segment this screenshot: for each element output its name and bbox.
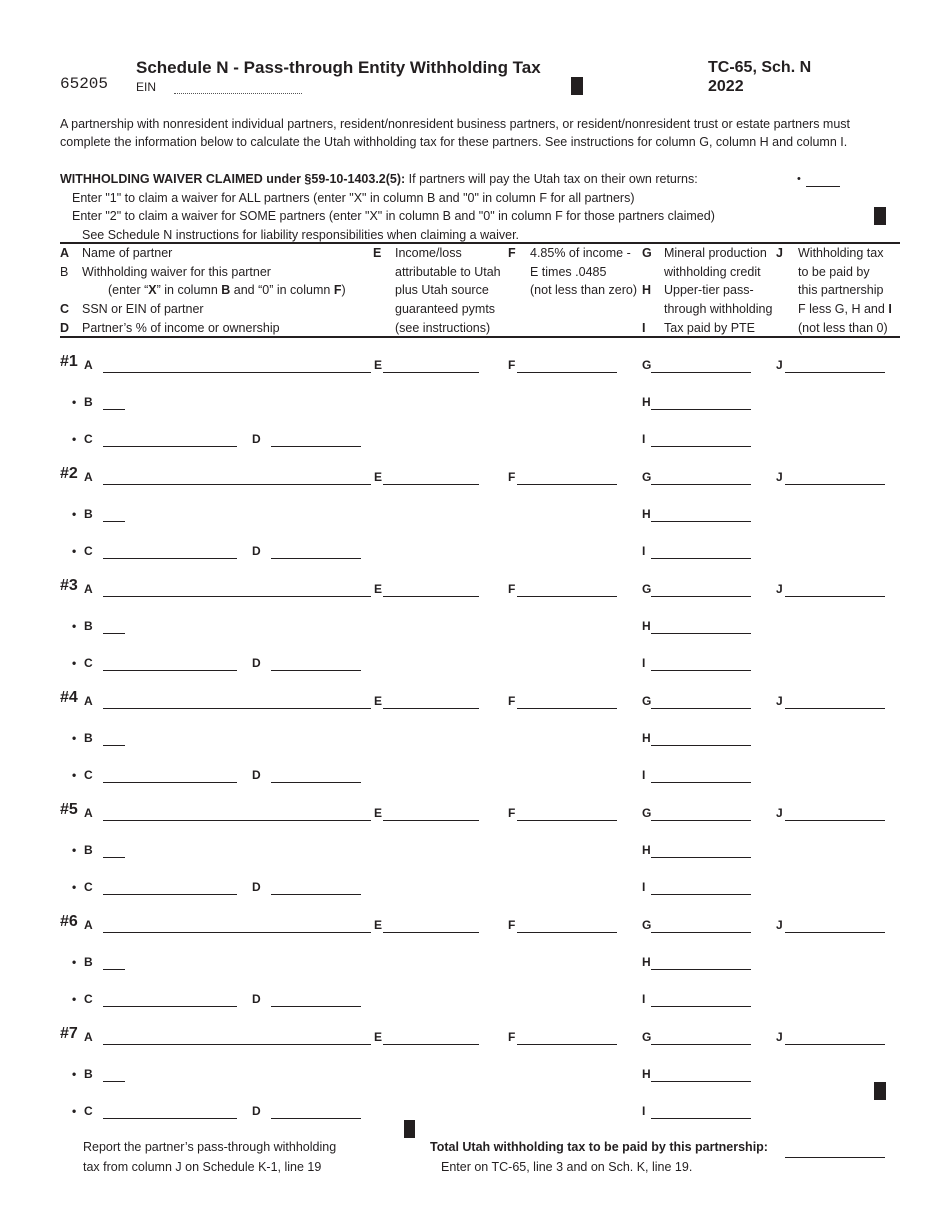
partner-1-h-letter: H [642, 395, 651, 409]
column-header-abcd [60, 244, 370, 338]
col-e-line: (see instructions) [395, 320, 491, 335]
partner-1-c-letter: C [84, 432, 93, 446]
scan-mark [874, 207, 886, 225]
partner-4-waiver-field[interactable] [103, 745, 125, 746]
partner-7-b-letter: B [84, 1067, 93, 1081]
col-j-line: this partnership [798, 283, 884, 298]
column-header-ghi [642, 244, 774, 338]
partner-6-c-letter: C [84, 992, 93, 1006]
partner-7-d-letter: D [252, 1104, 261, 1118]
col-e-line: attributable to Utah [395, 264, 501, 279]
partner-4-h-letter: H [642, 731, 651, 745]
partner-6-b-bullet: • [72, 955, 77, 969]
partner-2-a-letter: A [84, 470, 93, 484]
col-f-letter: F [508, 246, 516, 260]
col-b-text: Withholding waiver for this partner [82, 264, 271, 279]
partner-7-name-field[interactable] [103, 1044, 371, 1045]
partner-7-b-bullet: • [72, 1067, 77, 1081]
partner-7-i-letter: I [642, 1104, 646, 1118]
partner-1-tax-paid-field[interactable] [651, 446, 751, 447]
form-number: 65205 [60, 75, 109, 93]
col-h-line: through withholding [664, 302, 773, 317]
partner-2-waiver-field[interactable] [103, 521, 125, 522]
partner-1-ssn-field[interactable] [103, 446, 237, 447]
partner-7-ssn-field[interactable] [103, 1118, 237, 1119]
partner-5-e-letter: E [374, 806, 383, 820]
col-g-line: withholding credit [664, 264, 761, 279]
partner-2-income-field[interactable] [383, 484, 479, 485]
partner-5-percent-field[interactable] [271, 894, 361, 895]
partner-7-tax-field[interactable] [517, 1044, 617, 1045]
col-g-letter: G [642, 246, 652, 260]
partner-1-income-field[interactable] [383, 372, 479, 373]
partner-6-percent-field[interactable] [271, 1006, 361, 1007]
partner-6-d-letter: D [252, 992, 261, 1006]
partner-4-tax-field[interactable] [517, 708, 617, 709]
partner-2-name-field[interactable] [103, 484, 371, 485]
partner-5-d-letter: D [252, 880, 261, 894]
partner-3-d-letter: D [252, 656, 261, 670]
footer-note [83, 1137, 336, 1177]
partner-2-tax-field[interactable] [517, 484, 617, 485]
partner-3-f-letter: F [508, 582, 516, 596]
partner-2-j-letter: J [776, 470, 783, 484]
partner-3-i-letter: I [642, 656, 646, 670]
partner-7-percent-field[interactable] [271, 1118, 361, 1119]
partner-4-name-field[interactable] [103, 708, 371, 709]
partner-5-number: #5 [60, 801, 78, 818]
partner-6-upper-tier-field[interactable] [651, 969, 751, 970]
partner-2-g-letter: G [642, 470, 652, 484]
ein-field[interactable] [174, 93, 302, 94]
col-f-line: E times .0485 [530, 264, 607, 279]
col-b-text-2: (enter “X” in column B and “0” in column F) [108, 283, 346, 298]
partner-6-j-letter: J [776, 918, 783, 932]
partner-4-income-field[interactable] [383, 708, 479, 709]
partner-1-number: #1 [60, 353, 78, 370]
partner-6-mineral-credit-field[interactable] [651, 932, 751, 933]
col-c-letter: C [60, 302, 70, 317]
partner-7-number: #7 [60, 1025, 78, 1042]
partner-1-tax-field[interactable] [517, 372, 617, 373]
waiver-line-2: Enter "2" to claim a waiver for SOME partners (enter "X" in column B and "0" in column F for those partners claimed) [72, 209, 715, 223]
partner-2-i-letter: I [642, 544, 646, 558]
partner-2-b-letter: B [84, 507, 93, 521]
partner-1-b-letter: B [84, 395, 93, 409]
partner-6-g-letter: G [642, 918, 652, 932]
partner-3-g-letter: G [642, 582, 652, 596]
partner-5-c-bullet: • [72, 880, 77, 894]
partner-5-ssn-field[interactable] [103, 894, 237, 895]
partner-7-e-letter: E [374, 1030, 383, 1044]
partner-5-i-letter: I [642, 880, 646, 894]
partner-2-mineral-credit-field[interactable] [651, 484, 751, 485]
partner-2-upper-tier-field[interactable] [651, 521, 751, 522]
partner-3-waiver-field[interactable] [103, 633, 125, 634]
footer-note-line-1: Report the partner’s pass-through withholding [83, 1140, 337, 1154]
partner-5-j-letter: J [776, 806, 783, 820]
partner-4-b-bullet: • [72, 731, 77, 745]
partner-1-a-letter: A [84, 358, 93, 372]
partner-5-f-letter: F [508, 806, 516, 820]
partner-2-f-letter: F [508, 470, 516, 484]
partner-2-e-letter: E [374, 470, 383, 484]
partner-4-upper-tier-field[interactable] [651, 745, 751, 746]
partner-6-b-letter: B [84, 955, 93, 969]
partner-5-withholding-field[interactable] [785, 820, 885, 821]
partner-3-percent-field[interactable] [271, 670, 361, 671]
partner-1-d-letter: D [252, 432, 261, 446]
partner-7-g-letter: G [642, 1030, 652, 1044]
partner-1-upper-tier-field[interactable] [651, 409, 751, 410]
partner-3-e-letter: E [374, 582, 383, 596]
partner-6-income-field[interactable] [383, 932, 479, 933]
partner-2-b-bullet: • [72, 507, 77, 521]
partner-1-withholding-field[interactable] [785, 372, 885, 373]
partner-6-waiver-field[interactable] [103, 969, 125, 970]
partner-7-j-letter: J [776, 1030, 783, 1044]
col-j-line: (not less than 0) [798, 320, 888, 335]
partner-6-f-letter: F [508, 918, 516, 932]
partner-4-ssn-field[interactable] [103, 782, 237, 783]
col-d-letter: D [60, 320, 70, 335]
partner-6-tax-paid-field[interactable] [651, 1006, 751, 1007]
total-sub: Enter on TC-65, line 3 and on Sch. K, line 19. [441, 1160, 693, 1174]
partner-4-i-letter: I [642, 768, 646, 782]
partner-7-a-letter: A [84, 1030, 93, 1044]
partner-2-percent-field[interactable] [271, 558, 361, 559]
partner-7-c-bullet: • [72, 1104, 77, 1118]
partner-3-c-letter: C [84, 656, 93, 670]
partner-5-h-letter: H [642, 843, 651, 857]
col-c-text: SSN or EIN of partner [82, 302, 204, 317]
partner-5-tax-field[interactable] [517, 820, 617, 821]
page-title: Schedule N - Pass-through Entity Withholding Tax [136, 58, 541, 77]
partner-4-withholding-field[interactable] [785, 708, 885, 709]
partner-1-g-letter: G [642, 358, 652, 372]
partner-2-h-letter: H [642, 507, 651, 521]
col-e-line: guaranteed pymts [395, 302, 496, 317]
partner-2-c-bullet: • [72, 544, 77, 558]
partner-5-name-field[interactable] [103, 820, 371, 821]
partner-7-mineral-credit-field[interactable] [651, 1044, 751, 1045]
partner-3-h-letter: H [642, 619, 651, 633]
partner-1-waiver-field[interactable] [103, 409, 125, 410]
total-withholding-field[interactable] [785, 1157, 885, 1158]
partner-1-b-bullet: • [72, 395, 77, 409]
partner-5-b-bullet: • [72, 843, 77, 857]
partner-3-ssn-field[interactable] [103, 670, 237, 671]
col-f-line: 4.85% of income - [530, 246, 631, 260]
column-header-e [373, 244, 501, 338]
partner-3-number: #3 [60, 577, 78, 594]
partner-3-withholding-field[interactable] [785, 596, 885, 597]
partner-4-c-letter: C [84, 768, 93, 782]
col-e-line: plus Utah source [395, 283, 489, 298]
partner-2-tax-paid-field[interactable] [651, 558, 751, 559]
partner-6-a-letter: A [84, 918, 93, 932]
partner-4-e-letter: E [374, 694, 383, 708]
partner-1-e-letter: E [374, 358, 383, 372]
partner-1-mineral-credit-field[interactable] [651, 372, 751, 373]
partner-2-withholding-field[interactable] [785, 484, 885, 485]
partner-4-c-bullet: • [72, 768, 77, 782]
form-year: 2022 [708, 78, 744, 95]
partner-5-tax-paid-field[interactable] [651, 894, 751, 895]
partner-7-upper-tier-field[interactable] [651, 1081, 751, 1082]
scan-mark [874, 1082, 886, 1100]
partner-5-waiver-field[interactable] [103, 857, 125, 858]
partner-5-upper-tier-field[interactable] [651, 857, 751, 858]
partner-7-withholding-field[interactable] [785, 1044, 885, 1045]
partner-2-number: #2 [60, 465, 78, 482]
partner-3-c-bullet: • [72, 656, 77, 670]
partner-6-withholding-field[interactable] [785, 932, 885, 933]
col-i-line: Tax paid by PTE [664, 320, 756, 335]
partner-6-ssn-field[interactable] [103, 1006, 237, 1007]
partner-6-tax-field[interactable] [517, 932, 617, 933]
partner-4-d-letter: D [252, 768, 261, 782]
col-j-line: F less G, H and I [798, 302, 892, 317]
partner-3-b-bullet: • [72, 619, 77, 633]
partner-3-b-letter: B [84, 619, 93, 633]
partner-5-g-letter: G [642, 806, 652, 820]
col-h-letter: H [642, 283, 652, 297]
partner-5-income-field[interactable] [383, 820, 479, 821]
ein-label: EIN [136, 80, 157, 94]
col-h-line: Upper-tier pass- [664, 283, 754, 298]
col-j-line: to be paid by [798, 264, 870, 279]
partner-5-a-letter: A [84, 806, 93, 820]
waiver-heading-rest: If partners will pay the Utah tax on their own returns: [405, 172, 698, 186]
form-id [708, 58, 811, 96]
partner-7-h-letter: H [642, 1067, 651, 1081]
partner-1-f-letter: F [508, 358, 516, 372]
col-a-letter: A [60, 246, 70, 260]
intro-text: A partnership with nonresident individual partners, resident/nonresident business partners, or resident/nonresident trust or estate partners must complete the information below to calculate the Utah withholding tax for these partners. See instructions for column G, column H and column I. [60, 117, 851, 149]
column-header-f [508, 244, 637, 300]
partner-4-number: #4 [60, 689, 78, 706]
partner-6-h-letter: H [642, 955, 651, 969]
partner-7-f-letter: F [508, 1030, 516, 1044]
col-g-line: Mineral production [664, 246, 767, 260]
partner-3-upper-tier-field[interactable] [651, 633, 751, 634]
partner-7-income-field[interactable] [383, 1044, 479, 1045]
scan-mark [571, 77, 583, 95]
partner-3-tax-field[interactable] [517, 596, 617, 597]
waiver-line-3: See Schedule N instructions for liability responsibilities when claiming a waiver. [82, 227, 520, 242]
col-e-line: Income/loss [395, 246, 462, 260]
partner-1-j-letter: J [776, 358, 783, 372]
waiver-line-1: Enter "1" to claim a waiver for ALL partners (enter "X" in column B and "0" in column F for all partners) [72, 190, 635, 205]
partner-7-waiver-field[interactable] [103, 1081, 125, 1082]
partner-3-mineral-credit-field[interactable] [651, 596, 751, 597]
partner-4-f-letter: F [508, 694, 516, 708]
partner-6-i-letter: I [642, 992, 646, 1006]
partner-1-i-letter: I [642, 432, 646, 446]
col-f-line: (not less than zero) [530, 283, 637, 298]
partner-2-d-letter: D [252, 544, 261, 558]
form-id-text: TC-65, Sch. N [708, 59, 812, 76]
total-label: Total Utah withholding tax to be paid by this partnership: [430, 1140, 768, 1154]
partner-3-name-field[interactable] [103, 596, 371, 597]
header-bottom-rule [60, 336, 900, 338]
partner-7-tax-paid-field[interactable] [651, 1118, 751, 1119]
partner-4-g-letter: G [642, 694, 652, 708]
partner-5-mineral-credit-field[interactable] [651, 820, 751, 821]
partner-1-name-field[interactable] [103, 372, 371, 373]
partner-4-b-letter: B [84, 731, 93, 745]
partner-4-mineral-credit-field[interactable] [651, 708, 751, 709]
partner-5-b-letter: B [84, 843, 93, 857]
footer-note-line-2: tax from column J on Schedule K-1, line 19 [83, 1160, 322, 1174]
partner-3-j-letter: J [776, 582, 783, 596]
partner-1-percent-field[interactable] [271, 446, 361, 447]
col-b-letter: B [60, 264, 69, 279]
waiver-code-field[interactable] [806, 186, 840, 187]
waiver-section [60, 170, 715, 244]
col-j-letter: J [776, 246, 783, 260]
partner-6-c-bullet: • [72, 992, 77, 1006]
partner-4-percent-field[interactable] [271, 782, 361, 783]
col-d-text: Partner’s % of income or ownership [82, 320, 280, 335]
partner-7-c-letter: C [84, 1104, 93, 1118]
partner-3-income-field[interactable] [383, 596, 479, 597]
col-i-letter: I [642, 321, 646, 335]
col-j-line: Withholding tax [798, 246, 884, 260]
partner-6-number: #6 [60, 913, 78, 930]
scan-mark [404, 1120, 415, 1138]
partner-6-e-letter: E [374, 918, 383, 932]
partner-1-c-bullet: • [72, 432, 77, 446]
waiver-heading: WITHHOLDING WAIVER CLAIMED under §59-10-1403.2(5): [60, 172, 406, 186]
col-a-text: Name of partner [82, 246, 173, 260]
col-e-letter: E [373, 246, 382, 260]
partner-4-a-letter: A [84, 694, 93, 708]
partner-4-tax-paid-field[interactable] [651, 782, 751, 783]
waiver-bullet: • [797, 173, 801, 185]
partner-2-c-letter: C [84, 544, 93, 558]
partner-4-j-letter: J [776, 694, 783, 708]
partner-2-ssn-field[interactable] [103, 558, 237, 559]
column-header-j [776, 244, 892, 338]
footer-total [430, 1137, 768, 1177]
partner-3-a-letter: A [84, 582, 93, 596]
partner-3-tax-paid-field[interactable] [651, 670, 751, 671]
partner-6-name-field[interactable] [103, 932, 371, 933]
partner-5-c-letter: C [84, 880, 93, 894]
